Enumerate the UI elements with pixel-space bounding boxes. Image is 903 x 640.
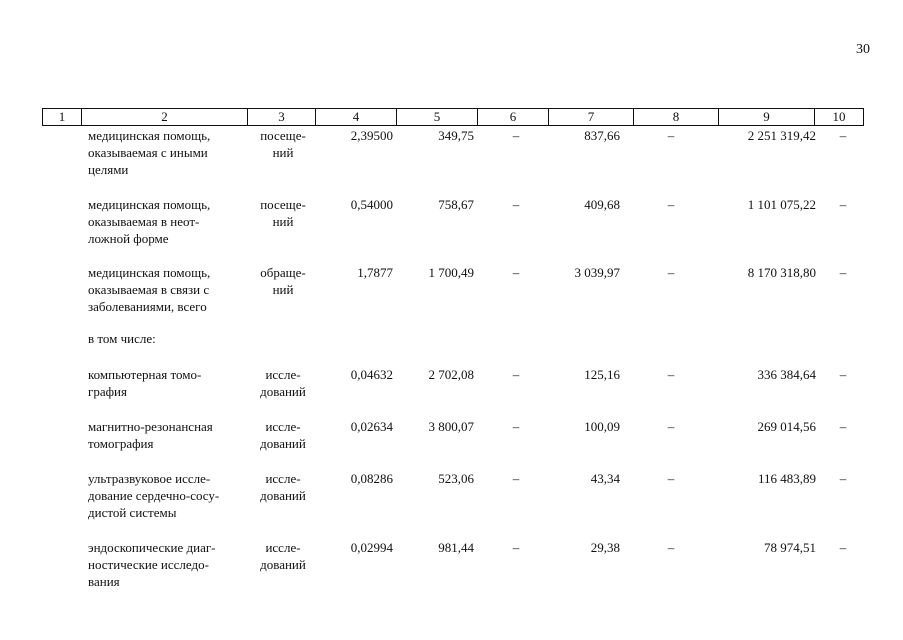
cell-col-4: 0,08286 <box>350 471 393 486</box>
column-header: 2 <box>82 109 248 126</box>
cell-col-4: 2,39500 <box>350 128 393 143</box>
cell-col-5: 2 702,08 <box>428 367 474 382</box>
cell-col-5: 3 800,07 <box>428 419 474 434</box>
cell-col-10: – <box>839 540 847 555</box>
cell-col-7: 837,66 <box>584 128 620 143</box>
column-header: 10 <box>815 109 864 126</box>
cell-col-7: 3 039,97 <box>574 265 620 280</box>
cell-col-7: 409,68 <box>584 197 620 212</box>
column-header: 7 <box>549 109 634 126</box>
row-description: эндоскопические диаг- ностические исследо- вания <box>88 540 216 589</box>
row-unit: иссле- дований <box>260 367 306 399</box>
column-header: 6 <box>478 109 549 126</box>
cell-col-8: – <box>667 265 675 280</box>
row-unit: иссле- дований <box>260 471 306 503</box>
cell-col-6: – <box>512 265 520 280</box>
cell-col-5: 1 700,49 <box>428 265 474 280</box>
cell-col-4: 1,7877 <box>357 265 393 280</box>
cell-col-8: – <box>667 367 675 382</box>
cell-col-6: – <box>512 128 520 143</box>
cell-col-9: 2 251 319,42 <box>747 128 816 143</box>
row-description: магнитно-резонансная томография <box>88 419 213 451</box>
cell-col-10: – <box>839 128 847 143</box>
row-unit: иссле- дований <box>260 540 306 572</box>
cell-col-10: – <box>839 471 847 486</box>
cell-col-6: – <box>512 419 520 434</box>
cell-col-9: 1 101 075,22 <box>747 197 816 212</box>
row-description: медицинская помощь, оказываемая с иными целями <box>88 128 211 177</box>
row-description: медицинская помощь, оказываемая в неот- ложной форме <box>88 197 211 246</box>
cell-col-4: 0,54000 <box>350 197 393 212</box>
column-header: 1 <box>43 109 82 126</box>
cell-col-10: – <box>839 367 847 382</box>
cell-col-5: 523,06 <box>438 471 474 486</box>
cell-col-4: 0,02634 <box>350 419 393 434</box>
column-header: 3 <box>248 109 316 126</box>
cell-col-9: 78 974,51 <box>764 540 816 555</box>
row-unit: посеще- ний <box>260 197 306 229</box>
subheading-including: в том числе: <box>88 331 156 346</box>
cell-col-9: 336 384,64 <box>757 367 816 382</box>
cell-col-6: – <box>512 540 520 555</box>
column-header: 4 <box>316 109 397 126</box>
column-number-header <box>42 108 864 126</box>
cell-col-6: – <box>512 367 520 382</box>
cell-col-9: 269 014,56 <box>757 419 816 434</box>
cell-col-6: – <box>512 197 520 212</box>
row-description: ультразвуковое иссле- дование сердечно-сосу- дистой системы <box>88 471 220 520</box>
row-unit: обраще- ний <box>260 265 306 297</box>
cell-col-9: 116 483,89 <box>757 471 816 486</box>
cell-col-10: – <box>839 419 847 434</box>
page-number: 30 <box>856 42 870 57</box>
cell-col-6: – <box>512 471 520 486</box>
cell-col-7: 100,09 <box>584 419 620 434</box>
cell-col-7: 43,34 <box>590 471 620 486</box>
cell-col-5: 981,44 <box>438 540 474 555</box>
cell-col-10: – <box>839 265 847 280</box>
row-unit: иссле- дований <box>260 419 306 451</box>
row-description: медицинская помощь, оказываемая в связи с заболеваниями, всего <box>88 265 211 314</box>
cell-col-7: 125,16 <box>584 367 620 382</box>
cell-col-10: – <box>839 197 847 212</box>
column-header: 8 <box>634 109 719 126</box>
cell-col-8: – <box>667 197 675 212</box>
cell-col-8: – <box>667 128 675 143</box>
column-header: 9 <box>719 109 815 126</box>
cell-col-9: 8 170 318,80 <box>747 265 816 280</box>
row-unit: посеще- ний <box>260 128 306 160</box>
cell-col-4: 0,04632 <box>350 367 393 382</box>
cell-col-5: 349,75 <box>438 128 474 143</box>
column-header: 5 <box>397 109 478 126</box>
cell-col-4: 0,02994 <box>350 540 393 555</box>
cell-col-7: 29,38 <box>590 540 620 555</box>
cell-col-5: 758,67 <box>438 197 474 212</box>
row-description: компьютерная томо- графия <box>88 367 202 399</box>
cell-col-8: – <box>667 419 675 434</box>
cell-col-8: – <box>667 540 675 555</box>
cell-col-8: – <box>667 471 675 486</box>
